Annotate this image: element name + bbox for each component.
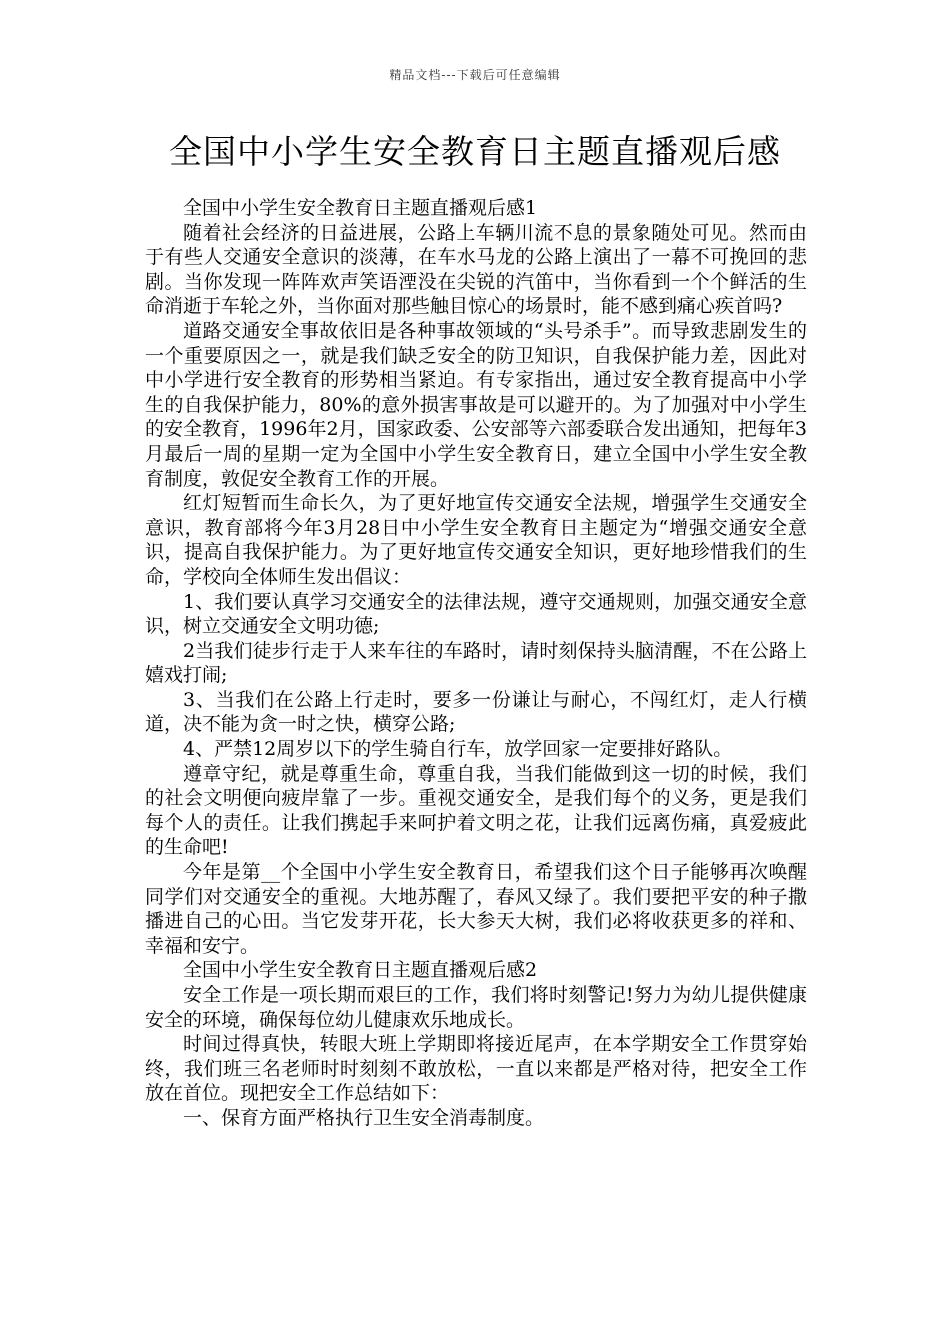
paragraph: 道路交通安全事故依旧是各种事故领域的“头号杀手”。而导致悲剧发生的一个重要原因之一，就是我们缺乏安全的防卫知识，自我保护能力差，因此对中小学进行安全教育的形势相当紧迫。有专家指出，通过安全教育提高中小学生的自我保护能力，80%的意外损害事故是可以避开的。为了加强对中小学生的安全教育，1996年2月，国家政委、公安部等六部委联合发出通知，把每年3月最后一周的星期一定为全国中小学生安全教育日，建立全国中小学生安全教育制度，敦促安全教育工作的开展。 (145, 319, 807, 490)
section-heading: 一、保育方面严格执行卫生安全消毒制度。 (183, 1106, 545, 1129)
paragraph: 遵章守纪，就是尊重生命，尊重自我，当我们能做到这一切的时候，我们的社会文明便向疲岸靠了一步。重视交通安全，是我们每个的义务，更是我们每个人的责任。让我们携起手来呵护着文明之花，让我们远离伤痛，真爱疲此的生命吧! (145, 762, 807, 859)
document-title: 全国中小学生安全教育日主题直播观后感 (169, 132, 781, 171)
list-item: 2当我们徒步行走于人来车往的车路时，请时刻保持头脑清醒，不在公路上嬉戏打闹; (145, 639, 807, 687)
list-item: 3、当我们在公路上行走时，要多一份谦让与耐心，不闯红灯，走人行横道，决不能为贪一时之快，横穿公路; (145, 688, 807, 736)
subtitle-2: 全国中小学生安全教育日主题直播观后感2 (183, 959, 538, 982)
paragraph: 安全工作是一项长期而艰巨的工作，我们将时刻警记!努力为幼儿提供健康安全的环境，确保每位幼儿健康欢乐地成长。 (145, 984, 807, 1031)
paragraph: 今年是第__个全国中小学生安全教育日，希望我们这个日子能够再次唤醒同学们对交通安全的重视。大地苏醒了，春风又绿了。我们要把平安的种子撒播进自己的心田。当它发芽开花，长大参天大树，我们必将收获更多的祥和、幸福和安宁。 (145, 861, 807, 957)
subtitle-1: 全国中小学生安全教育日主题直播观后感1 (183, 197, 538, 219)
paragraph: 时间过得真快，转眼大班上学期即将接近尾声，在本学期安全工作贯穿始终，我们班三名老师时时刻刻不敢放松，一直以来都是严格对待，把安全工作放在首位。现把安全工作总结如下： (145, 1033, 807, 1105)
paragraph: 红灯短暂而生命长久，为了更好地宣传交通安全法规，增强学生交通安全意识，教育部将今年3月28日中小学生安全教育日主题定为“增强交通安全意识，提高自我保护能力。为了更好地宣传交通安全知识，更好地珍惜我们的生命，学校向全体师生发出倡议： (145, 492, 807, 588)
header-note: 精品文档---下载后可任意编辑 (389, 68, 561, 82)
list-item: 1、我们要认真学习交通安全的法律法规，遵守交通规则，加强交通安全意识，树立交通安全文明功德; (145, 590, 807, 638)
paragraph: 随着社会经济的日益进展，公路上车辆川流不息的景象随处可见。然而由于有些人交通安全意识的淡薄，在车水马龙的公路上演出了一幕不可挽回的悲剧。当你发现一阵阵欢声笑语湮没在尖锐的汽笛中，当你看到一个个鲜活的生命消逝于车轮之外，当你面对那些触目惊心的场景时，能不感到痛心疾首吗? (145, 221, 807, 318)
list-item: 4、严禁12周岁以下的学生骑自行车，放学回家一定要排好路队。 (183, 738, 733, 761)
document-body (145, 196, 807, 1131)
